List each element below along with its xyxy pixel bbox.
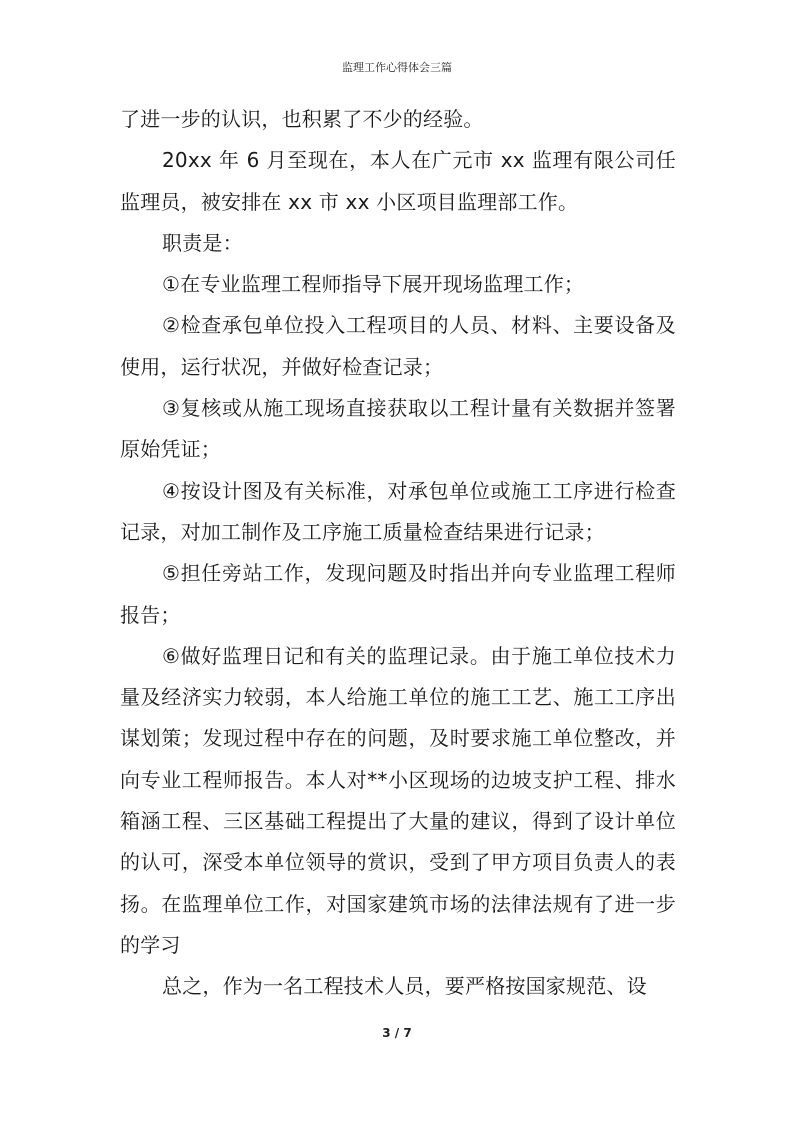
page-number: 3 / 7	[382, 1026, 412, 1040]
paragraph-duty-1: ①在专业监理工程师指导下展开现场监理工作；	[162, 272, 585, 297]
paragraph-duty-5: ⑤担任旁站工作，发现问题及时指出并向专业监理工程师报告；	[120, 561, 676, 627]
paragraph-duty-2: ②检查承包单位投入工程项目的人员、材料、主要设备及使用，运行状况，并做好检查记录；	[120, 313, 676, 379]
paragraph-duty-4: ④按设计图及有关标准，对承包单位或施工工序进行检查记录，对加工制作及工序施工质量检查结果进行记录；	[120, 478, 676, 544]
paragraph-summary: 总之，作为一名工程技术人员，要严格按国家规范、设	[162, 974, 647, 999]
paragraph-duty-3: ③复核或从施工现场直接获取以工程计量有关数据并签署原始凭证；	[120, 396, 676, 462]
paragraph-employment: 20xx 年 6 月至现在，本人在广元市 xx 监理有限公司任监理员，被安排在 xx 市 xx 小区项目监理部工作。	[120, 148, 676, 214]
page-header-title: 监理工作心得体会三篇	[342, 61, 452, 74]
paragraph-duties-heading: 职责是：	[162, 230, 243, 255]
paragraph-duty-6: ⑥做好监理日记和有关的监理记录。由于施工单位技术力量及经济实力较弱，本人给施工单位的施工工艺、施工工序出谋划策；发现过程中存在的问题，及时要求施工单位整改，并向专业工程师报告。本人对**小区现场的边坡支护工程、排水箱涵工程、三区基础工程提出了大量的建议，得到了设计单位的认可，深受本单位领导的赏识，受到了甲方项目负责人的表扬。在监理单位工作，对国家建筑市场的法律法规有了进一步的学习	[120, 643, 676, 957]
paragraph-continuation: 了进一步的认识，也积累了不少的经验。	[120, 107, 484, 131]
document-body	[120, 99, 676, 1008]
